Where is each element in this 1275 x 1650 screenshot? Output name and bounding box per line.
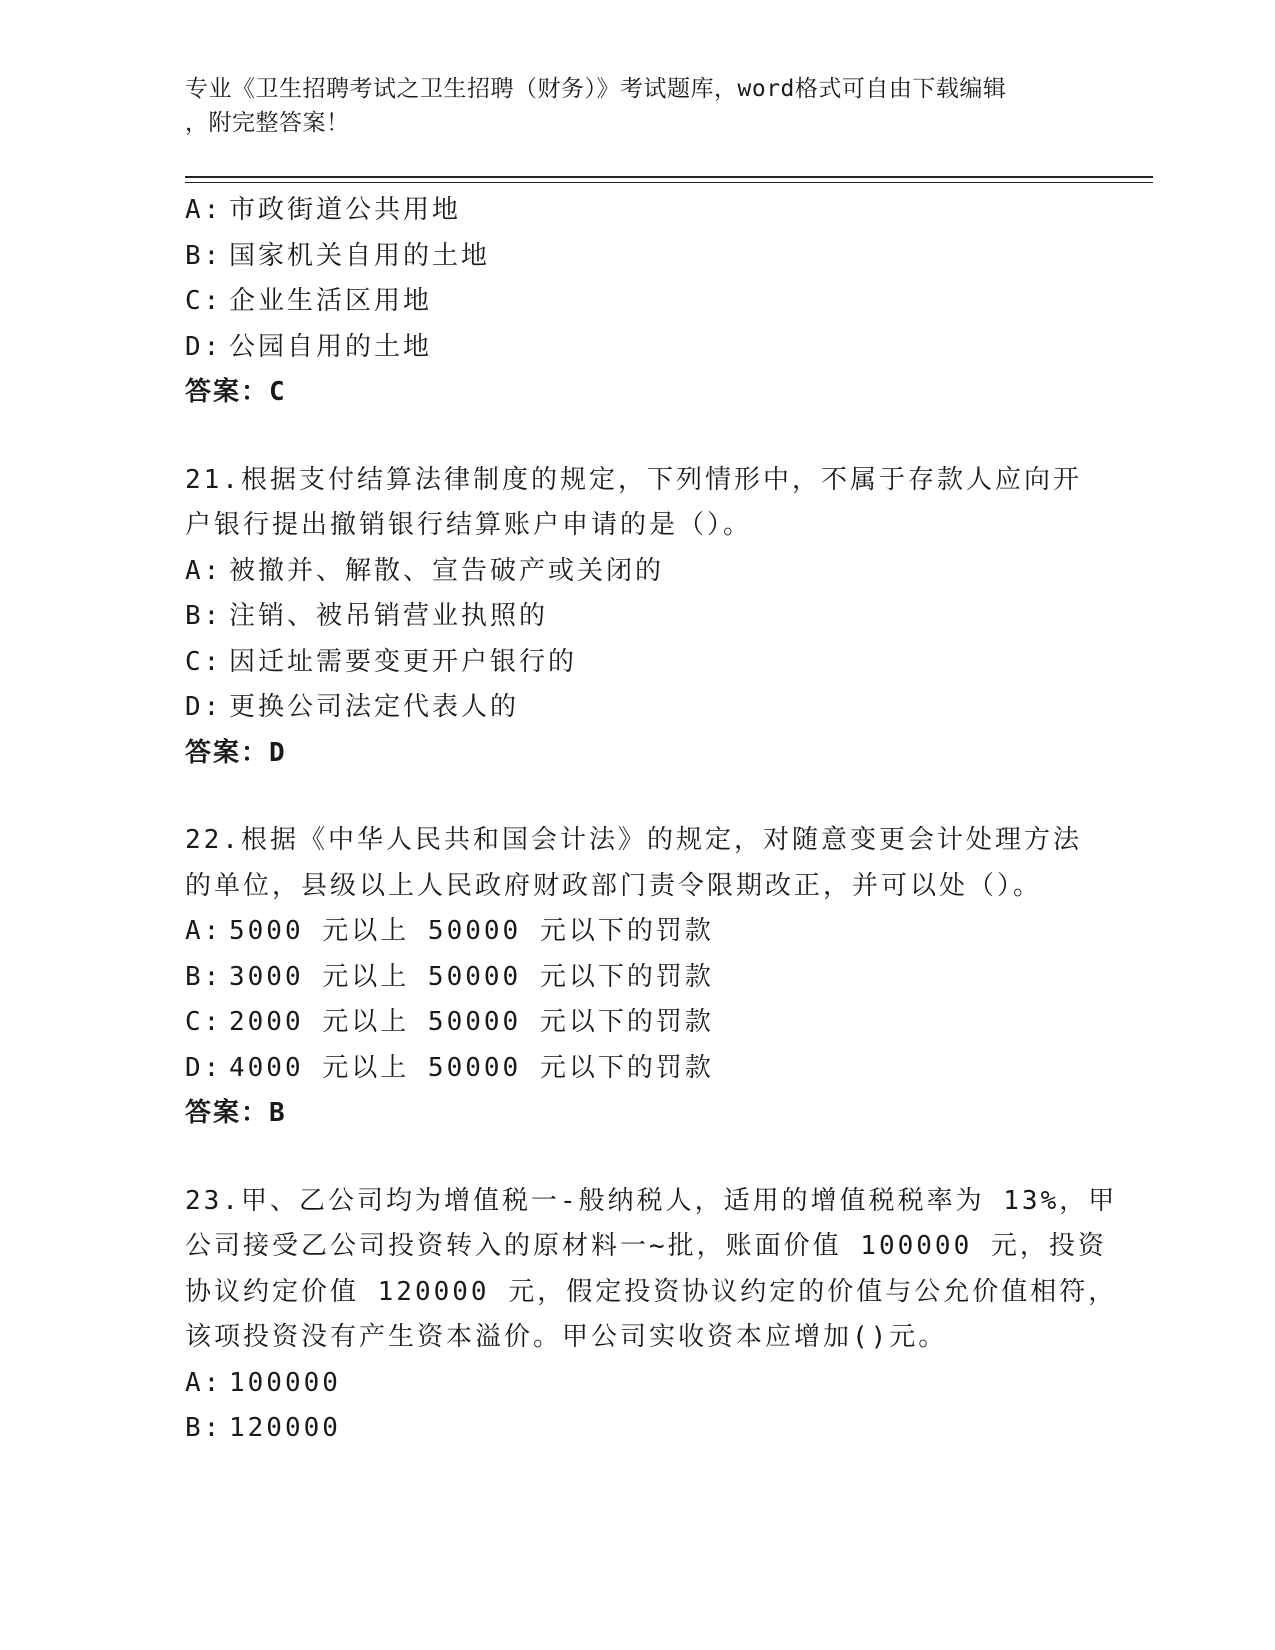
document-body (185, 188, 1118, 1452)
option-c: C: 企业生活区用地 (185, 286, 433, 316)
header-divider (185, 176, 1153, 178)
question-stem-line: 公司接受乙公司投资转入的原材料一~批，账面价值 100000 元，投资 (185, 1231, 1107, 1261)
option-d: D: 4000 元以上 50000 元以下的罚款 (185, 1052, 714, 1083)
answer-line: 答案：D (185, 737, 287, 768)
document-header (185, 72, 1065, 140)
header-title-line2: ，附完整答案！ (185, 110, 350, 136)
option-a: A: 5000 元以上 50000 元以下的罚款 (185, 916, 714, 946)
option-a: A: 100000 (185, 1367, 341, 1398)
question-23 (185, 1179, 1118, 1452)
question-21 (185, 458, 1085, 777)
option-d: D: 公园自用的土地 (185, 331, 433, 362)
question-stem-line: 户银行提出撤销银行结算账户申请的是（）。 (185, 510, 753, 540)
question-stem-line: 协议约定价值 120000 元，假定投资协议约定的价值与公允价值相符， (185, 1276, 1118, 1307)
option-b: B: 注销、被吊销营业执照的 (185, 601, 549, 631)
option-d: D: 更换公司法定代表人的 (185, 692, 520, 722)
header-divider-thin (185, 182, 1153, 183)
question-stem-line: 23.甲、乙公司均为增值税一-般纳税人，适用的增值税税率为 13%，甲 (185, 1185, 1118, 1216)
option-b: B: 120000 (185, 1413, 341, 1443)
option-b: B: 国家机关自用的土地 (185, 240, 491, 271)
question-stem-line: 该项投资没有产生资本溢价。甲公司实收资本应增加()元。 (185, 1322, 948, 1352)
answer-line: 答案：B (185, 1098, 287, 1128)
question-stem-line: 22.根据《中华人民共和国会计法》的规定，对随意变更会计处理方法 (185, 825, 1082, 855)
answer-line: 答案：C (185, 377, 287, 407)
question-20-continued (185, 188, 1085, 416)
question-stem-line: 的单位，县级以上人民政府财政部门责令限期改正，并可以处（）。 (185, 870, 1043, 901)
option-c: C: 因迁址需要变更开户银行的 (185, 646, 578, 677)
option-a: A: 市政街道公共用地 (185, 195, 462, 225)
question-22 (185, 818, 1085, 1137)
option-a: A: 被撤并、解散、宣告破产或关闭的 (185, 555, 665, 586)
question-stem-line: 21.根据支付结算法律制度的规定，下列情形中，不属于存款人应向开 (185, 464, 1082, 495)
option-b: B: 3000 元以上 50000 元以下的罚款 (185, 961, 714, 992)
option-c: C: 2000 元以上 50000 元以下的罚款 (185, 1007, 714, 1037)
header-title-line1: 专业《卫生招聘考试之卫生招聘（财务）》考试题库，word格式可自由下载编辑 (185, 76, 1007, 102)
